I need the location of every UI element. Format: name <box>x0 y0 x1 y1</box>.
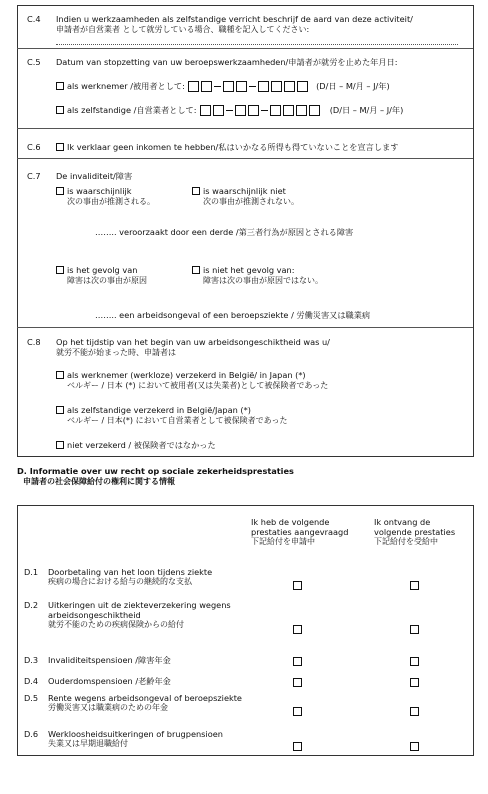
c8-option-employee <box>56 370 306 380</box>
c4-question: Indien u werkzaamheden als zelfstandige verricht beschrijf de aard van deze activiteit/ <box>56 14 413 24</box>
c7-number: C.7 <box>27 171 41 181</box>
checkbox-applied[interactable] <box>293 678 302 687</box>
divider <box>17 128 473 129</box>
c7-option-jp: 障害は次の事由が原因ではない。 <box>203 276 323 285</box>
section-d-title: D. Informatie over uw recht op sociale zekerheidsprestaties <box>17 466 294 476</box>
c7-title: De invaliditeit/障害 <box>56 171 133 181</box>
c7-option-not-probable <box>192 186 286 196</box>
c8-number: C.8 <box>27 337 41 347</box>
c8-question-jp: 就労不能が始まった時、申請者は <box>56 348 176 357</box>
c7-option-probable <box>56 186 132 196</box>
c6-number: C.6 <box>27 142 41 152</box>
divider <box>17 327 473 328</box>
checkbox[interactable] <box>56 187 64 195</box>
row-number: D.2 <box>24 600 39 610</box>
row-number: D.6 <box>24 729 39 739</box>
table-row-label: Doorbetaling van het loon tijdens ziekte 疾病の場合における給与の継続的な支払 <box>48 567 213 586</box>
checkbox[interactable] <box>192 266 200 274</box>
c5-employee-row <box>56 81 390 92</box>
date-format: (D/日 – M/月 – J/年) <box>316 81 390 91</box>
row-number: D.5 <box>24 693 39 703</box>
c4-question-jp: 申請者が自営業者 として就労している場合、職種を記入してください: <box>56 25 310 34</box>
c5-self-row <box>56 105 403 116</box>
checkbox[interactable] <box>56 143 64 151</box>
table-row-label: Ouderdomspensioen /老齢年金 <box>48 676 171 686</box>
divider <box>17 48 473 49</box>
checkbox-applied[interactable] <box>293 625 302 634</box>
c4-answer-line[interactable] <box>56 44 458 45</box>
checkbox[interactable] <box>56 106 64 114</box>
c7-option-label: is niet het gevolg van: <box>203 265 295 275</box>
divider <box>17 158 473 159</box>
c7-option-jp: 障害は次の事由が原因 <box>67 276 147 285</box>
c7-option-jp: 次の事由が推測される。 <box>67 197 155 206</box>
c8-option-label: niet verzekerd / 被保険者ではなかった <box>67 440 216 450</box>
c5-self-label: als zelfstandige /自営業者として: <box>67 105 197 115</box>
c8-option-self <box>56 405 251 415</box>
c7-option-label: is waarschijnlijk niet <box>203 186 286 196</box>
checkbox-receiving[interactable] <box>410 625 419 634</box>
section-d-title-jp: 申請者の社会保障給付の権利に関する情報 <box>23 477 175 486</box>
c7-option-result <box>56 265 137 275</box>
c8-question: Op het tijdstip van het begin van uw arbeidsongeschiktheid was u/ <box>56 337 330 347</box>
row-number: D.1 <box>24 567 39 577</box>
checkbox[interactable] <box>56 266 64 274</box>
checkbox-applied[interactable] <box>293 707 302 716</box>
checkbox[interactable] <box>56 82 64 90</box>
c5-number: C.5 <box>27 57 41 67</box>
c8-option-none <box>56 440 216 450</box>
c6-text: Ik verklaar geen inkomen te hebben/私はいかなる所得も得ていないことを宣言します <box>67 142 399 152</box>
c5-employee-label: als werknemer /被用者として: <box>67 81 185 91</box>
c7-third-party: …….. veroorzaakt door een derde /第三者行為が原因とされる障害 <box>95 227 354 237</box>
checkbox-receiving[interactable] <box>410 657 419 666</box>
date-format: (D/日 – M/月 – J/年) <box>329 105 404 115</box>
checkbox-receiving[interactable] <box>410 742 419 751</box>
checkbox-applied[interactable] <box>293 742 302 751</box>
table-row-label: Werkloosheidsuitkeringen of brugpensioen 失業又は早期退職給付 <box>48 729 223 748</box>
c4-number: C.4 <box>27 14 41 24</box>
checkbox[interactable] <box>56 371 64 379</box>
table-row-label: Invaliditeitspensioen /障害年金 <box>48 655 171 665</box>
c6-row <box>56 142 398 152</box>
c7-option-label: is het gevolg van <box>67 265 138 275</box>
column-header-applied: Ik heb de volgende prestaties aangevraagd 下記給付を申請中 <box>251 517 349 546</box>
c7-option-label: is waarschijnlijk <box>67 186 132 196</box>
date-boxes[interactable] <box>187 81 309 91</box>
c8-option-jp: ベルギー / 日本 (*) において被用者(又は失業者)として被保険者であった <box>67 381 329 390</box>
c5-question: Datum van stopzetting van uw beroepswerkzaamheden/申請者が就労を止めた年月日: <box>56 57 398 67</box>
c8-option-jp: ベルギー / 日本(*) において自営業者として被保険者であった <box>67 416 288 425</box>
c7-accident: …….. een arbeidsongeval of een beroepsziekte / 労働災害又は職業病 <box>95 310 371 320</box>
row-number: D.3 <box>24 655 39 665</box>
row-number: D.4 <box>24 676 39 686</box>
c7-option-jp: 次の事由が推測されない。 <box>203 197 299 206</box>
checkbox-receiving[interactable] <box>410 581 419 590</box>
table-row-label: Rente wegens arbeidsongeval of beroepsziekte 労働災害又は職業病のための年金 <box>48 693 242 712</box>
checkbox[interactable] <box>192 187 200 195</box>
checkbox-applied[interactable] <box>293 657 302 666</box>
date-boxes[interactable] <box>199 105 321 115</box>
checkbox-applied[interactable] <box>293 581 302 590</box>
table-row-label: Uitkeringen uit de ziekteverzekering wegens arbeidsongeschiktheid 就労不能のための疾病保険からの給付 <box>48 600 231 629</box>
checkbox-receiving[interactable] <box>410 678 419 687</box>
c7-option-not-result <box>192 265 294 275</box>
c8-option-label: als werknemer (werkloze) verzekerd in België/ in Japan (*) <box>67 370 306 380</box>
checkbox-receiving[interactable] <box>410 707 419 716</box>
c8-option-label: als zelfstandige verzekerd in België/Japan (*) <box>67 405 251 415</box>
column-header-receiving: Ik ontvang de volgende prestaties 下記給付を受給中 <box>374 517 456 546</box>
checkbox[interactable] <box>56 406 64 414</box>
checkbox[interactable] <box>56 441 64 449</box>
